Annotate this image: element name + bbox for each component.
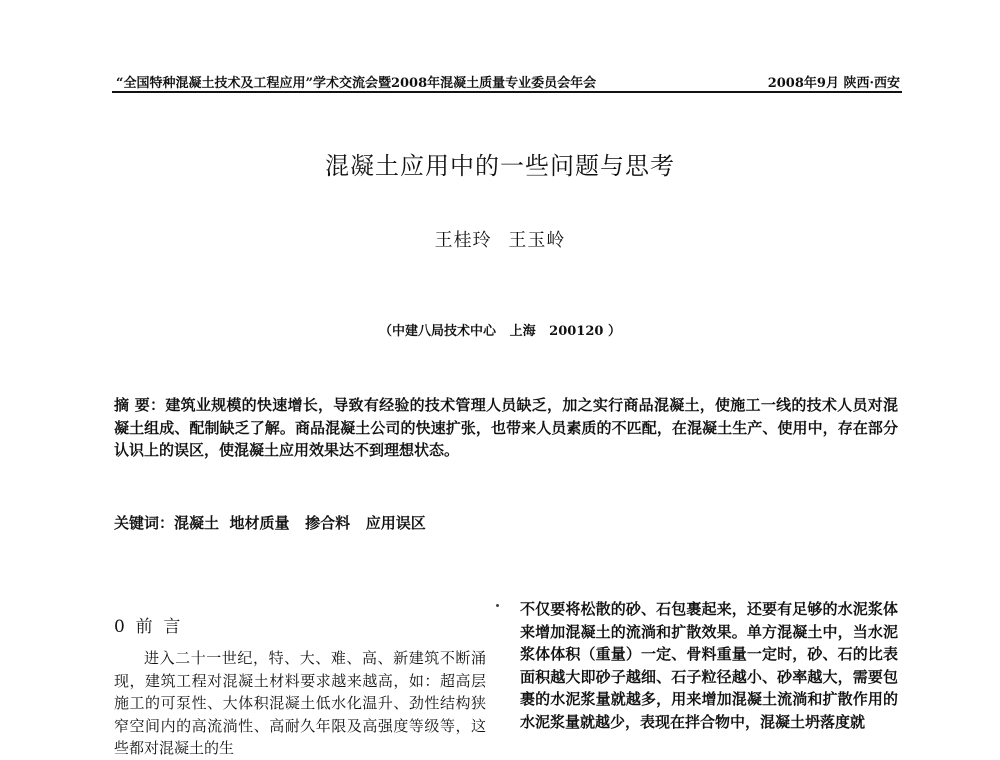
abstract-label: 摘 要： xyxy=(114,396,166,414)
abstract-text: 建筑业规模的快速增长，导致有经验的技术管理人员缺乏，加之实行商品混凝土，使施工一线的技术人员对混凝土组成、配制缺乏了解。商品混凝土公司的快速扩张，也带来人员素质的不匹配，在混凝土生产、使用中，存在部分认识上的误区，使混凝土应用效果达不到理想状态。 xyxy=(114,396,898,459)
introduction-paragraph: 进入二十一世纪，特、大、难、高、新建筑不断涌现，建筑工程对混凝土材料要求越来越高，如：超高层施工的可泵性、大体积混凝土低水化温升、劲性结构狭窄空间内的高流淌性、高耐久年限及高强度等级等，这些都对混凝土的生 xyxy=(114,649,486,757)
running-header xyxy=(116,72,900,91)
abstract xyxy=(114,394,898,462)
keywords: 关键词：混凝土 地材质量 掺合料 应用误区 xyxy=(114,514,426,532)
paper-title: 混凝土应用中的一些问题与思考 xyxy=(325,152,675,180)
conference-date-place: 2008年9月 陕西·西安 xyxy=(767,76,900,91)
right-column-paragraph: 不仅要将松散的砂、石包裹起来，还要有足够的水泥浆体来增加混凝土的流淌和扩散效果。单方混凝土中，当水泥浆体体积（重量）一定、骨料重量一定时，砂、石的比表面积越大即砂子越细、石子粒径越小、砂率越大，需要包裹的水泥浆量就越多，用来增加混凝土流淌和扩散作用的水泥浆量就越少，表现在拌合物中，混凝土坍落度就 xyxy=(520,600,898,731)
section-heading-introduction: 0 前 言 xyxy=(114,617,181,637)
paper-authors: 王桂玲 王玉岭 xyxy=(434,230,566,251)
author-affiliation: （中建八局技术中心 上海 200120 ） xyxy=(379,324,621,339)
left-column xyxy=(114,612,486,760)
header-rule xyxy=(112,91,902,93)
conference-name: “全国特种混凝土技术及工程应用”学术交流会暨2008年混凝土质量专业委员会年会 xyxy=(116,76,597,91)
right-column xyxy=(520,598,898,733)
speck xyxy=(496,604,499,607)
